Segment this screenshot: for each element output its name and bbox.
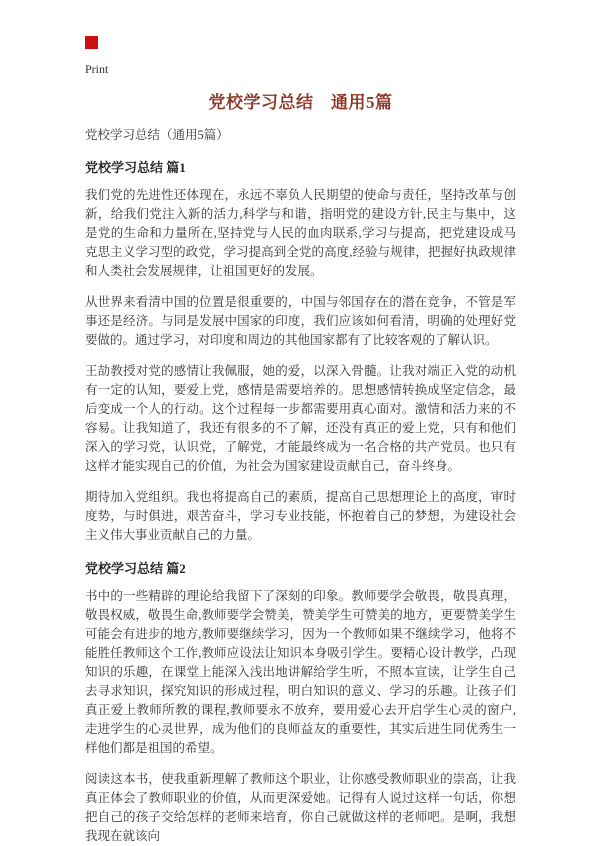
paragraph: 从世界来看清中国的位置是很重要的，中国与邻国存在的潜在竞争，不管是军事还是经济。与同是发展中国家的印度，我们应该如何看清，明确的处理好党要做的。通过学习，对印度和周边的其他国家都有了比较客观的了解认识。 <box>85 295 516 347</box>
print-header <box>85 36 516 78</box>
section-1 <box>85 159 516 545</box>
document-subtitle: 党校学习总结（通用5篇） <box>85 128 229 142</box>
paragraph: 阅读这本书，使我重新理解了教师这个职业，让你感受教师职业的崇高，让我真正体会了教师职业的价值，从而更深爱她。记得有人说过这样一句话，你想把自己的孩子交给怎样的老师来培育，你自己就做这样的老师吧。是啊，我想我现在就该向 <box>85 772 516 843</box>
paragraph: 期待加入党组织。我也将提高自己的素质，提高自己思想理论上的高度，审时度势，与时俱进，艰苦奋斗，学习专业技能，怀抱着自己的梦想，为建设社会主义伟大事业贡献自己的力量。 <box>85 490 516 542</box>
paragraph: 王劼教授对党的感情让我佩服，她的爱，以深入骨髓。让我对端正入党的动机有一定的认知，要爱上党，感情是需要培养的。思想感情转换成坚定信念，最后变成一个人的行动。这个过程每一步都需要用真心面对。激情和活力来的不容易。让我知道了，我还有很多的不了解，还没有真正的爱上党，只有和他们深入的学习党，认识党，了解党，才能最终成为一名合格的共产党员。也只有这样才能实现自己的价值，为社会为国家建设贡献自己，奋斗终身。 <box>85 364 516 473</box>
section-2 <box>85 560 516 846</box>
section-2-heading: 党校学习总结 篇2 <box>85 561 186 576</box>
section-1-heading: 党校学习总结 篇1 <box>85 160 186 175</box>
document-title: 党校学习总结 通用5篇 <box>208 93 393 112</box>
site-logo-icon <box>85 36 98 49</box>
paragraph: 我们党的先进性还体现在，永远不辜负人民期望的使命与责任，坚持改革与创新，给我们党注入新的活力,科学与和谐，指明党的建设方针,民主与集中，这是党的生命和力量所在,坚持党与人民的血肉联系,学习与提高，把党建设成马克思主义学习型的政党，学习提高到全党的高度,经验与规律，把握好执政规律和人类社会发展规律，让祖国更好的发展。 <box>85 188 516 278</box>
paragraph: 书中的一些精辟的理论给我留下了深刻的印象。教师要学会敬畏，敬畏真理，敬畏权威，敬畏生命,教师要学会赞美，赞美学生可赞美的地方，更要赞美学生可能会有进步的地方,教师要继续学习，因为一个教师如果不继续学习，他将不能胜任教师这个工作,教师应设法让知识本身吸引学生。要精心设计教学，凸现知识的乐趣，在课堂上能深入浅出地讲解给学生听，不照本宣读，让学生自己去寻求知识，探究知识的形成过程，明白知识的意义、学习的乐趣。让孩子们真正爱上教师所教的课程,教师要永不放弃，要用爱心去开启学生心灵的窗户,走进学生的心灵世界，成为他们的良师益友的重要性，其实后进生同优秀生一样他们都是祖国的希望。 <box>85 589 516 755</box>
print-link[interactable]: Print <box>85 62 109 76</box>
